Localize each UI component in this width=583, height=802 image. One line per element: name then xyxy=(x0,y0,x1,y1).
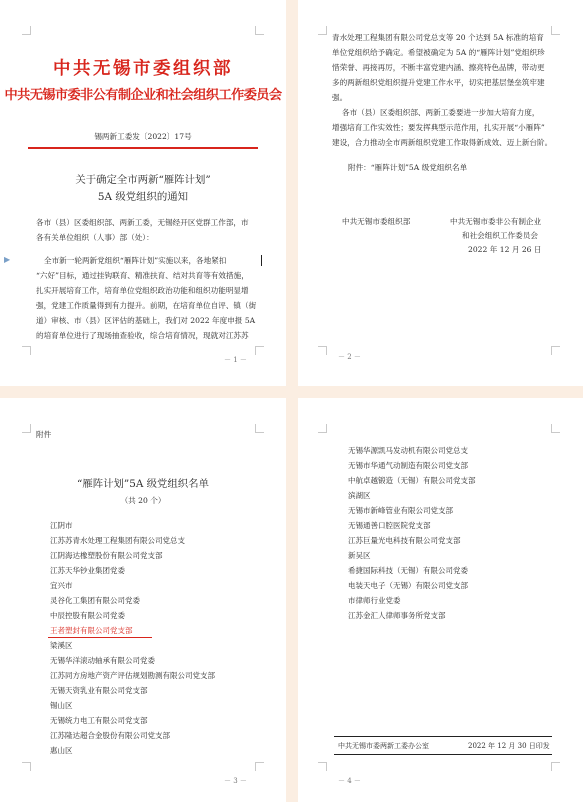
attachment-label: 附件 xyxy=(36,430,52,439)
list-item: 江苏天华钞业集团党委 xyxy=(50,566,125,575)
list-item: 无锡通善口腔医院党支部 xyxy=(348,521,431,530)
crop-mark xyxy=(255,26,264,35)
doc-title-line2: 5A 级党组织的通知 xyxy=(97,191,189,203)
text-cursor xyxy=(261,255,262,266)
document-page-3 xyxy=(0,398,286,802)
page-number: － 3 － xyxy=(224,777,247,785)
list-item: 江苏巨量光电科技有限公司党支部 xyxy=(348,536,461,545)
header-rule xyxy=(28,147,258,149)
red-underline xyxy=(48,637,152,638)
crop-mark xyxy=(22,424,31,433)
signature-right-line1: 中共无锡市委非公有制企业 xyxy=(450,217,542,226)
recipients-line1: 各市（县）区委组织部、两新工委，无锡经开区党群工作部，市 xyxy=(36,218,249,227)
list-item: 江苏同方房地产资产评估规划勘测有限公司党支部 xyxy=(50,671,215,680)
list-item: 无锡华源凯马发动机有限公司党总支 xyxy=(348,446,468,455)
list-title: “雁阵计划”5A 级党组织名单 xyxy=(77,478,209,490)
list-item: 希捷国际科技（无锡）有限公司党委 xyxy=(348,566,468,575)
document-page-4 xyxy=(298,398,583,802)
crop-mark xyxy=(551,26,560,35)
list-item: 江苏金汇人律师事务所党支部 xyxy=(348,611,446,620)
page-number: － 2 － xyxy=(338,353,361,361)
crop-mark xyxy=(22,346,31,355)
crop-mark xyxy=(318,26,327,35)
list-item: 江苏隆达超合金股份有限公司党支部 xyxy=(50,731,170,740)
crop-mark xyxy=(318,424,327,433)
signature-left: 中共无锡市委组织部 xyxy=(342,217,411,226)
list-item: 无锡天资乳业有限公司党支部 xyxy=(50,686,148,695)
list-item-region: 梁溪区 xyxy=(50,641,73,650)
crop-mark xyxy=(551,424,560,433)
body-line: 惜荣誉、再接再厉，不断丰富党建内涵、擦亮特色品牌，带动更 xyxy=(332,63,545,72)
crop-mark xyxy=(22,762,31,771)
body-line: 建设，合力推动全市两新组织党建工作取得新成效、迈上新台阶。 xyxy=(332,138,553,147)
list-item: 无锡市新峰管业有限公司党支部 xyxy=(348,506,453,515)
list-item: 中辰控股有限公司党委 xyxy=(50,611,125,620)
header-committee: 中共无锡市委非公有制企业和社会组织工作委员会 xyxy=(4,88,282,103)
body-line: 全市新一轮两新党组织“雁阵计划”实施以来，各地紧扣 xyxy=(44,256,227,265)
comment-flag-icon[interactable]: ▶ xyxy=(4,255,11,264)
list-item: 市律师行业党委 xyxy=(348,596,401,605)
crop-mark xyxy=(255,424,264,433)
list-item: 无锡华洋滚动轴承有限公司党委 xyxy=(50,656,155,665)
crop-mark xyxy=(551,346,560,355)
list-item: 电装天电子（无锡）有限公司党支部 xyxy=(348,581,468,590)
signature-right-line2: 和社会组织工作委员会 xyxy=(462,231,538,240)
document-page-2 xyxy=(298,0,583,386)
recipients-line2: 各有关单位组织（人事）部（处）： xyxy=(36,233,154,242)
list-item-region: 宜兴市 xyxy=(50,581,73,590)
list-item: 无锡统力电工有限公司党支部 xyxy=(50,716,148,725)
crop-mark xyxy=(22,26,31,35)
crop-mark xyxy=(551,762,560,771)
body-line: 扎实开展培育工作，培育单位党组织政治功能和组织功能明显增 xyxy=(36,286,249,295)
list-count: （共 20 个） xyxy=(120,496,166,505)
body-line: 单位党组织给予确定。希望被确定为 5A 的“雁阵计划”党组织珍 xyxy=(332,48,545,57)
list-item: 江苏苏青水处理工程集团有限公司党总支 xyxy=(50,536,185,545)
body-line: 的培育单位进行了现场抽查验收，综合培育情况，现就对江苏苏 xyxy=(36,331,249,340)
footer-office: 中共无锡市委两新工委办公室 xyxy=(338,742,429,750)
crop-mark xyxy=(318,346,327,355)
list-item-highlighted: 王者塑封有限公司党支部 xyxy=(50,626,133,635)
list-item-region: 锡山区 xyxy=(50,701,73,710)
body-line: 多的两新组织党组织提升党建工作水平，切实把基层堡垒筑牢建 xyxy=(332,78,545,87)
document-page-1 xyxy=(0,0,286,386)
doc-title-line1: 关于确定全市两新“雁阵计划” xyxy=(75,174,211,186)
body-line: “六好”目标，通过挂钩联育、精准扶育、结对共育等有效措施， xyxy=(36,271,249,280)
header-org: 中共无锡市委组织部 xyxy=(53,59,233,79)
page-number: － 4 － xyxy=(338,777,361,785)
body-line: 增强培育工作实效性；要发挥典型示范作用，扎实开展“小雁阵” xyxy=(332,123,545,132)
signature-date: 2022 年 12 月 26 日 xyxy=(468,245,542,254)
body-line: 各市（县）区委组织部、两新工委要进一步加大培育力度， xyxy=(342,108,540,117)
list-item: 无锡市华通气动制造有限公司党支部 xyxy=(348,461,468,470)
doc-number: 锡两新工委发〔2022〕17号 xyxy=(94,132,192,141)
list-item-region: 新吴区 xyxy=(348,551,371,560)
page-number: － 1 － xyxy=(224,356,247,364)
attachment-note: 附件：“雁阵计划”5A 级党组织名单 xyxy=(348,163,468,172)
list-item: 中航卓越锻造（无锡）有限公司党支部 xyxy=(348,476,476,485)
footer-date: 2022 年 12 月 30 日印发 xyxy=(468,742,550,750)
list-item-region: 滨湖区 xyxy=(348,491,371,500)
list-item-region: 江阴市 xyxy=(50,521,73,530)
crop-mark xyxy=(318,762,327,771)
crop-mark xyxy=(255,762,264,771)
list-item: 江阴海达橡塑股份有限公司党支部 xyxy=(50,551,163,560)
body-line: 强。 xyxy=(332,93,348,102)
list-item: 灵谷化工集团有限公司党委 xyxy=(50,596,140,605)
body-line: 强，党建工作质量得到有力提升。前期，在培育单位自评、镇（街 xyxy=(36,301,257,310)
footer-rule-top xyxy=(334,736,552,737)
crop-mark xyxy=(255,346,264,355)
list-item-region: 惠山区 xyxy=(50,746,73,755)
body-line: 青水处理工程集团有限公司党总支等 20 个达到 5A 标准的培育 xyxy=(332,33,544,42)
footer-rule-bottom xyxy=(334,754,552,755)
body-line: 道）审核、市（县）区评估的基础上，我们对 2022 年度申报 5A xyxy=(36,316,256,325)
